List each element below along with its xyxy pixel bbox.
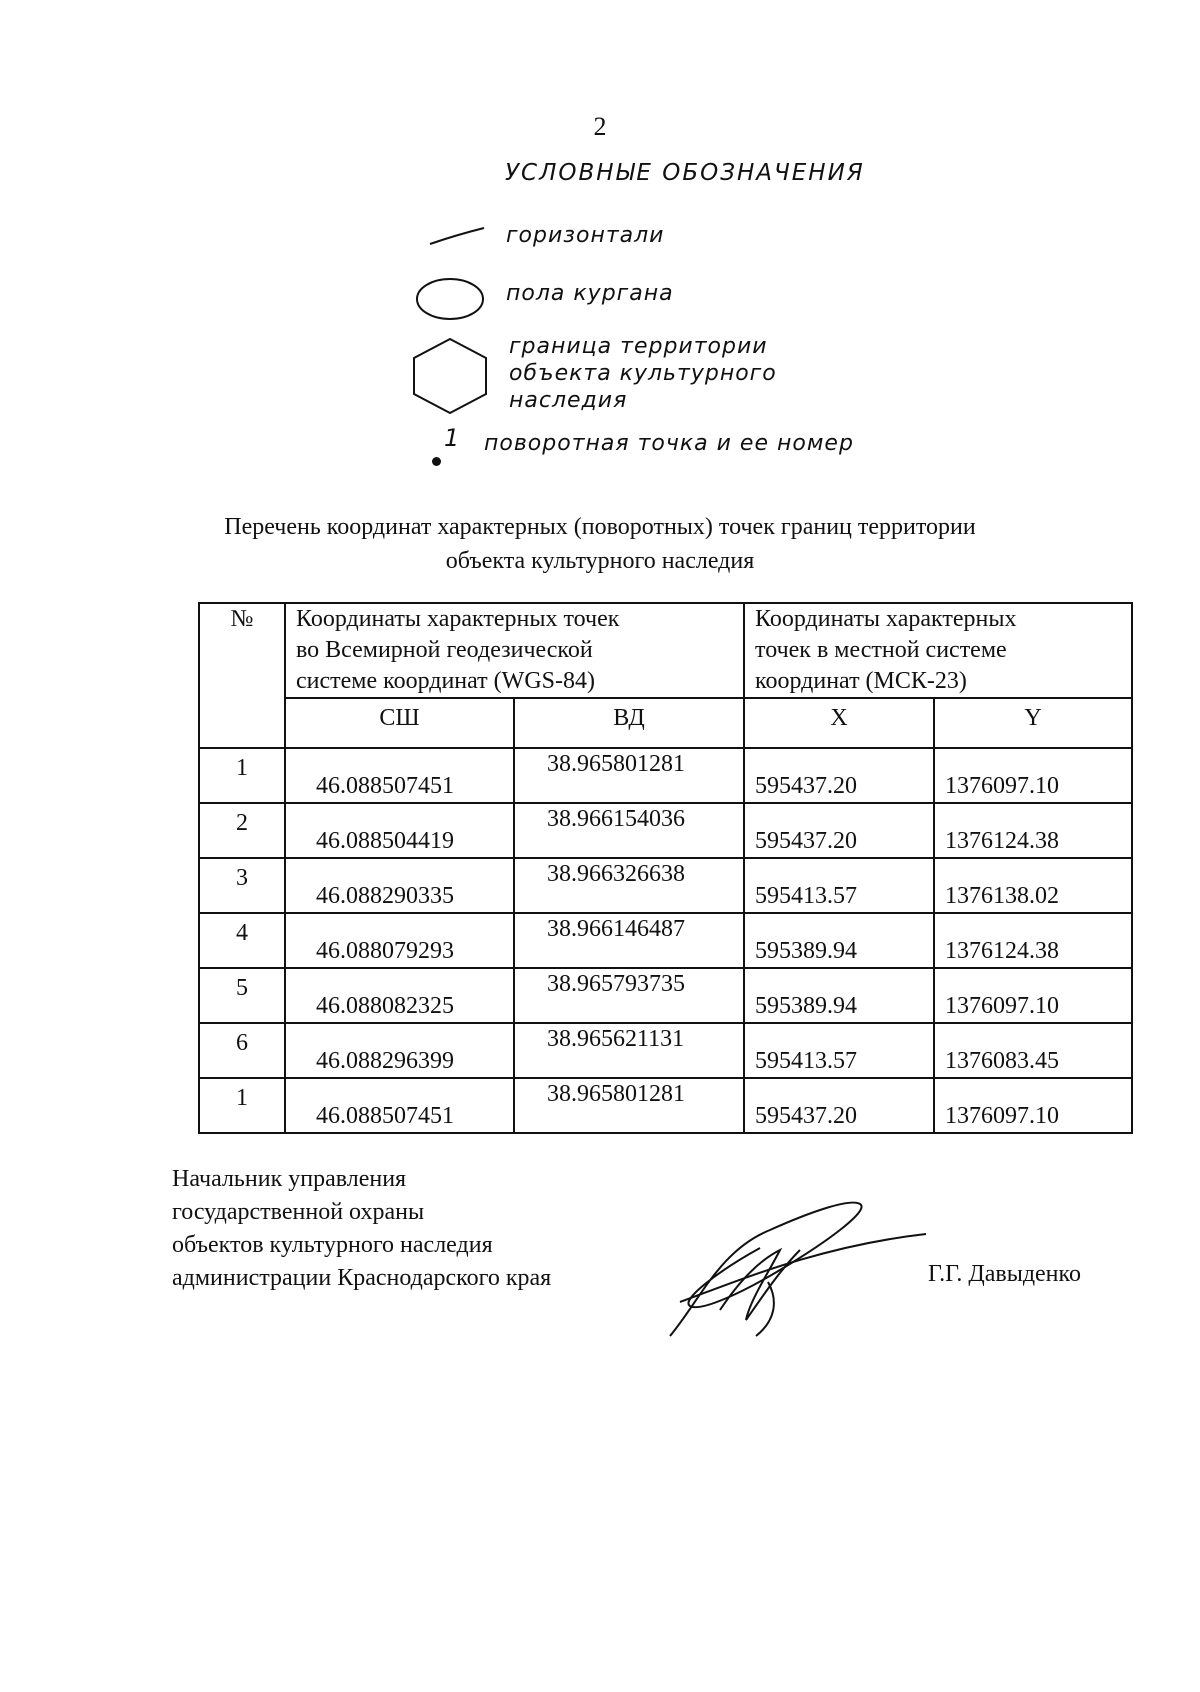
table-row [199,858,1132,913]
table-title [0,510,1200,578]
signatory-title-line: Начальник управления [172,1166,407,1192]
cell-lon: 38.966154036 [514,803,744,858]
cell-x: 595389.94 [744,968,934,1023]
cell-y: 1376124.38 [934,803,1132,858]
col-header-lat: СШ [285,698,514,748]
signatory-title-line: администрации Краснодарского края [172,1265,552,1291]
cell-x: 595413.57 [744,858,934,913]
legend-item-mound: пола кургана [506,281,674,306]
table-row [199,1023,1132,1078]
cell-lon: 38.965793735 [514,968,744,1023]
signatory-name: Г.Г. Давыденко [928,1261,1081,1287]
coordinates-table [198,602,1133,1134]
legend-boundary-line: граница территории [509,334,768,359]
cell-y: 1376097.10 [934,748,1132,803]
col-header-msk-line: координат (МСК-23) [755,668,967,694]
table-header-row [199,603,1132,698]
cell-lat: 46.088507451 [285,748,514,803]
signatory-title-line: государственной охраны [172,1199,425,1225]
legend-item-boundary [509,333,777,414]
turning-point-number: 1 [444,424,460,452]
signatory-title-line: объектов культурного наследия [172,1232,493,1258]
table-title-line: объекта культурного наследия [445,548,755,574]
hexagon-icon [410,336,490,416]
cell-y: 1376124.38 [934,913,1132,968]
cell-num: 6 [199,1023,285,1078]
cell-lat: 46.088290335 [285,858,514,913]
col-header-msk-line: Координаты характерных [755,606,1017,632]
table-row [199,803,1132,858]
cell-y: 1376083.45 [934,1023,1132,1078]
cell-num: 4 [199,913,285,968]
legend-item-contour: горизонтали [506,223,665,248]
col-header-wgs [285,603,744,698]
col-header-wgs-line: Координаты характерных точек [296,606,620,632]
cell-lat: 46.088296399 [285,1023,514,1078]
cell-x: 595437.20 [744,803,934,858]
contour-line-icon [428,225,488,247]
cell-num: 3 [199,858,285,913]
table-row [199,968,1132,1023]
col-header-wgs-line: системе координат (WGS-84) [296,668,595,694]
table-row [199,748,1132,803]
cell-x: 595413.57 [744,1023,934,1078]
col-header-lon: ВД [514,698,744,748]
col-header-num: № [199,603,285,748]
cell-lat: 46.088082325 [285,968,514,1023]
table-row [199,1078,1132,1133]
cell-lon: 38.965621131 [514,1023,744,1078]
cell-lon: 38.965801281 [514,748,744,803]
cell-y: 1376097.10 [934,1078,1132,1133]
cell-x: 595389.94 [744,913,934,968]
cell-lat: 46.088507451 [285,1078,514,1133]
cell-x: 595437.20 [744,1078,934,1133]
page-number: 2 [593,112,607,141]
cell-y: 1376138.02 [934,858,1132,913]
cell-lon: 38.965801281 [514,1078,744,1133]
legend-item-turning-point: поворотная точка и ее номер [484,431,854,456]
handwritten-signature [660,1190,930,1340]
cell-num: 1 [199,1078,285,1133]
table-title-line: Перечень координат характерных (поворотных) точек границ территории [224,514,976,540]
cell-lon: 38.966326638 [514,858,744,913]
turning-point-icon [432,457,441,466]
cell-num: 5 [199,968,285,1023]
col-header-msk [744,603,1132,698]
cell-x: 595437.20 [744,748,934,803]
cell-y: 1376097.10 [934,968,1132,1023]
legend-title: УСЛОВНЫЕ ОБОЗНАЧЕНИЯ [505,160,865,186]
legend-boundary-line: объекта культурного [509,361,777,386]
cell-lon: 38.966146487 [514,913,744,968]
cell-num: 1 [199,748,285,803]
signatory-title [172,1163,551,1295]
table-subheader-row [199,698,1132,748]
col-header-msk-line: точек в местной системе [755,637,1007,663]
ellipse-icon [414,276,486,322]
legend-boundary-line: наследия [509,388,628,413]
cell-num: 2 [199,803,285,858]
col-header-wgs-line: во Всемирной геодезической [296,637,593,663]
col-header-y: Y [934,698,1132,748]
table-row [199,913,1132,968]
cell-lat: 46.088079293 [285,913,514,968]
col-header-x: X [744,698,934,748]
cell-lat: 46.088504419 [285,803,514,858]
